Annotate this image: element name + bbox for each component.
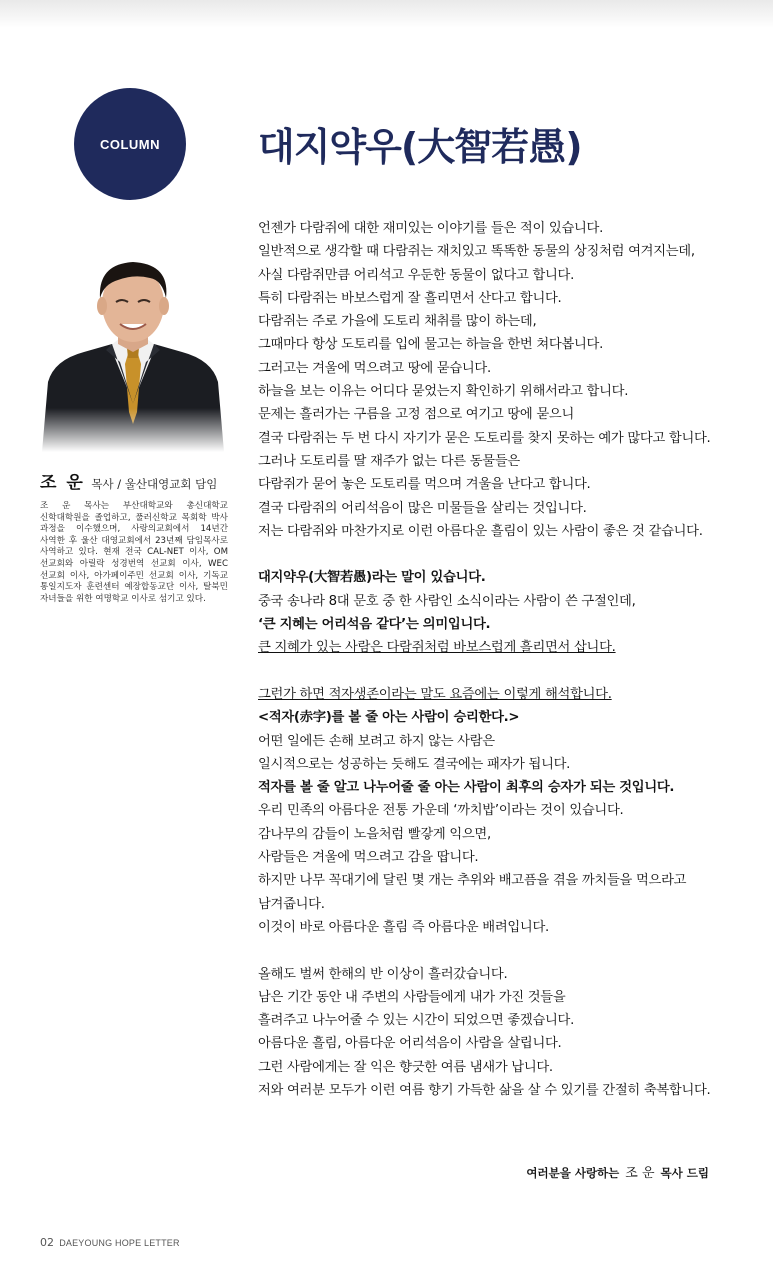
paragraph-4 — [258, 963, 738, 1103]
author-heading — [40, 468, 230, 493]
body-line: 사람들은 겨울에 먹으려고 감을 땁니다. — [258, 850, 479, 866]
body-line: 흘려주고 나누어줄 수 있는 시간이 되었으면 좋겠습니다. — [258, 1013, 575, 1029]
body-line: 중국 송나라 8대 문호 중 한 사람인 소식이라는 사람이 쓴 구절인데, — [258, 593, 636, 609]
body-line: 적자를 볼 줄 알고 나누어줄 줄 아는 사람이 최후의 승자가 되는 것입니다. — [258, 780, 675, 796]
body-line: 언젠가 다람쥐에 대한 재미있는 이야기를 들은 적이 있습니다. — [258, 221, 604, 236]
body-line: 큰 지혜가 있는 사람은 다람쥐처럼 바보스럽게 흘리면서 삽니다. — [258, 640, 616, 656]
body-line: 올해도 벌써 한해의 반 이상이 흘러갔습니다. — [258, 966, 508, 982]
signoff — [526, 1162, 709, 1181]
body-line: 하지만 나무 꼭대기에 달린 몇 개는 추위와 배고픔을 겪을 까치들을 먹으라고 — [258, 873, 687, 889]
body-line: 그러고는 겨울에 먹으려고 땅에 묻습니다. — [258, 360, 491, 376]
body-line: ‘큰 지혜는 어리석음 같다’는 의미입니다. — [258, 617, 491, 633]
body-line: 다람쥐는 주로 가을에 도토리 채취를 많이 하는데, — [258, 314, 537, 330]
body-line: 특히 다람쥐는 바보스럽게 잘 흘리면서 산다고 합니다. — [258, 290, 562, 306]
article-title: 대지약우(大智若愚) — [258, 125, 582, 169]
body-line: 감나무의 감들이 노을처럼 빨갛게 익으면, — [258, 826, 491, 842]
author-info — [40, 468, 230, 605]
body-line: 일시적으로는 성공하는 듯해도 결국에는 패자가 됩니다. — [258, 756, 571, 772]
body-line: 남겨줍니다. — [258, 896, 325, 912]
body-line: 그런가 하면 적자생존이라는 말도 요즘에는 이렇게 해석합니다. — [258, 686, 612, 702]
body-line: 일반적으로 생각할 때 다람쥐는 재치있고 똑똑한 동물의 상징처럼 여겨지는데, — [258, 244, 695, 260]
signoff-prefix: 여러분을 사랑하는 — [526, 1166, 620, 1180]
body-line: 그러나 도토리를 딸 재주가 없는 다른 동물들은 — [258, 453, 520, 469]
body-line: 문제는 흘러가는 구름을 고정 점으로 여기고 땅에 묻으니 — [258, 407, 575, 423]
article-body — [258, 217, 738, 1126]
page-top-shadow — [0, 0, 773, 28]
body-line: 하늘을 보는 이유는 어디다 묻었는지 확인하기 위해서라고 합니다. — [258, 384, 629, 400]
paragraph-2 — [258, 566, 738, 659]
body-line: 남은 기간 동안 내 주변의 사람들에게 내가 가진 것들을 — [258, 989, 566, 1005]
paragraph-3 — [258, 683, 738, 939]
body-line: <적자(赤字)를 볼 줄 아는 사람이 승리한다.> — [258, 710, 520, 726]
page-number: 02 — [40, 1236, 54, 1249]
body-line: 그런 사람에게는 잘 익은 향긋한 여름 냄새가 납니다. — [258, 1059, 553, 1075]
body-line: 아름다운 흘림, 아름다운 어리석음이 사람을 살립니다. — [258, 1036, 562, 1052]
author-photo — [40, 252, 226, 452]
page-footer — [40, 1236, 180, 1249]
magazine-name: DAEYOUNG HOPE LETTER — [59, 1238, 180, 1248]
body-line: 저는 다람쥐와 마찬가지로 이런 아름다운 흘림이 있는 사람이 좋은 것 같습니다. — [258, 523, 703, 539]
paragraph-1 — [258, 217, 738, 543]
signoff-name: 조 운 — [625, 1166, 655, 1181]
column-badge: COLUMN — [74, 88, 186, 200]
body-line: 결국 다람쥐는 두 번 다시 자기가 묻은 도토리를 찾지 못하는 예가 많다고 합니다. — [258, 430, 711, 446]
signoff-suffix: 목사 드림 — [660, 1166, 709, 1180]
body-line: 결국 다람쥐의 어리석음이 많은 미물들을 살리는 것입니다. — [258, 500, 587, 516]
body-line: 다람쥐가 묻어 놓은 도토리를 먹으며 겨울을 난다고 합니다. — [258, 477, 591, 493]
body-line: 이것이 바로 아름다운 흘림 즉 아름다운 배려입니다. — [258, 919, 549, 935]
body-line: 어떤 일에든 손해 보려고 하지 않는 사람은 — [258, 733, 495, 749]
author-name: 조 운 — [40, 473, 85, 493]
body-line: 우리 민족의 아름다운 전통 가운데 ‘까치밥’이라는 것이 있습니다. — [258, 803, 624, 819]
author-bio: 조 운 목사는 부산대학교와 총신대학교 신학대학원을 졸업하고, 풀러신학교 목회학 박사 과정을 이수했으며, 사랑의교회에서 14년간 사역한 후 울산 대영교회에서 23년째 담임목사로 사역하고 있다. 현재 전국 CAL-NET 이사, OM 선교회와 아릴락 성경번역 선교회 이사, WEC 선교회 이사, 아가페이주민 선교회 이사, 기독교 통일지도자 훈련센터 예장합동교단 이사, 탈북민 자녀들을 위한 여명학교 이사로 섬기고 있다. — [40, 501, 228, 604]
body-line: 사실 다람쥐만큼 어리석고 우둔한 동물이 없다고 합니다. — [258, 267, 575, 283]
author-position: 목사 / 울산대영교회 담임 — [91, 477, 218, 491]
body-line: 대지약우(大智若愚)라는 말이 있습니다. — [258, 570, 486, 586]
body-line: 그때마다 항상 도토리를 입에 물고는 하늘을 한번 쳐다봅니다. — [258, 337, 604, 353]
body-line: 저와 여러분 모두가 이런 여름 향기 가득한 삶을 살 수 있기를 간절히 축복합니다. — [258, 1082, 711, 1098]
